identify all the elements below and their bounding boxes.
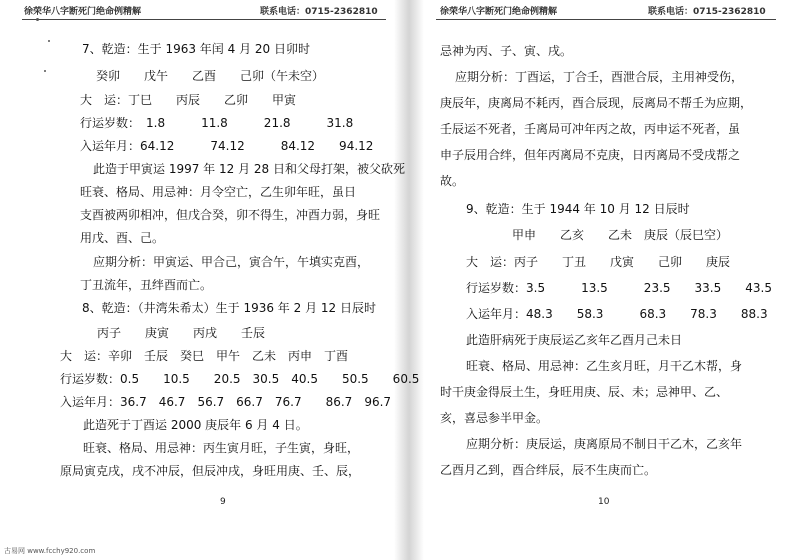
case-8-years: 入运年月：36.7 46.7 56.7 66.7 76.7 86.7 96.7 <box>60 395 392 409</box>
case-9-ages: 行运岁数：3.5 13.5 23.5 33.5 43.5 <box>466 281 772 295</box>
case-7-ages: 行运岁数： 1.8 11.8 21.8 31.8 <box>80 116 354 130</box>
case-8-strength-2: 原局寅克戌，戌不冲辰，但辰冲戌，身旺用庚、壬、辰， <box>60 464 361 478</box>
scan-speck <box>48 40 50 42</box>
case-9-years: 入运年月：48.3 58.3 68.3 78.3 88.3 <box>466 307 768 321</box>
book-gutter <box>394 0 424 560</box>
case-7-years: 入运年月：64.12 74.12 84.12 94.12 <box>80 139 374 153</box>
right-header-title: 徐荣华八字断死门绝命例精解 <box>440 7 558 17</box>
case-7-luck: 大 运：丁巳 丙辰 乙卯 甲寅 <box>80 93 297 107</box>
scan-speck <box>44 70 46 72</box>
footer-site: 古易网 www.fcchy920.com <box>4 547 96 555</box>
case-8-timing-5: 故。 <box>440 174 465 188</box>
case-7-timing-2: 丁丑流年，丑绊酉而亡。 <box>80 278 213 292</box>
case-9-timing-1: 应期分析：庚辰运，庚离原局不制日干乙木，乙亥年 <box>466 437 743 451</box>
case-9-strength-1: 旺衰、格局、用忌神：乙生亥月旺，月干乙木帮，身 <box>466 359 743 373</box>
left-header-rule <box>22 19 386 20</box>
case-7-heading: 7、乾造：生于 1963 年闰 4 月 20 日卯时 <box>82 42 310 56</box>
case-7-strength-2: 支酉被两卯相冲，但戊合癸，卯不得生，冲酉力弱，身旺 <box>80 208 381 222</box>
case-9-timing-2: 乙酉月乙到，酉合绊辰，辰不生庚而亡。 <box>440 463 657 477</box>
case-9-death: 此造肝病死于庚辰运乙亥年乙酉月己未日 <box>466 333 683 347</box>
case-8-pillars: 丙子 庚寅 丙戌 壬辰 <box>97 326 266 340</box>
case-8-taboo: 忌神为丙、子、寅、戌。 <box>440 44 573 58</box>
right-page-number: 10 <box>598 497 610 507</box>
case-8-death: 此造死于丁酉运 2000 庚辰年 6 月 4 日。 <box>83 418 308 432</box>
case-8-timing-2: 庚辰年，庚离局不耗丙，酉合辰现，辰离局不帮壬为应期， <box>440 96 753 110</box>
scan-speck <box>36 18 39 21</box>
case-8-timing-3: 壬辰运不死者，壬离局可冲年丙之故，丙申运不死者，虽 <box>440 122 741 136</box>
case-8-luck: 大 运：辛卯 壬辰 癸巳 甲午 乙未 丙申 丁酉 <box>60 349 349 363</box>
case-8-ages: 行运岁数：0.5 10.5 20.5 30.5 40.5 50.5 60.5 <box>60 372 420 386</box>
case-9-strength-3: 亥，喜忌参半甲金。 <box>440 411 549 425</box>
case-7-timing-1: 应期分析：甲寅运、甲合己，寅合午，午填实克酉， <box>93 255 370 269</box>
case-7-death: 此造于甲寅运 1997 年 12 月 28 日和父母打架，被父砍死 <box>93 162 405 176</box>
case-8-heading: 8、乾造：（井湾朱希太）生于 1936 年 2 月 12 日辰时 <box>82 301 376 315</box>
case-7-pillars: 癸卯 戊午 乙酉 己卯（午未空） <box>96 69 325 83</box>
left-header-phone: 联系电话：0715-2362810 <box>260 7 378 17</box>
case-7-strength-3: 用戊、酉、己。 <box>80 231 165 245</box>
case-8-strength-1: 旺衰、格局、用忌神：丙生寅月旺，子生寅，身旺， <box>83 441 360 455</box>
case-7-strength-1: 旺衰、格局、用忌神：月令空亡，乙生卯年旺，虽日 <box>80 185 357 199</box>
case-9-heading: 9、乾造：生于 1944 年 10 月 12 日辰时 <box>466 202 690 216</box>
case-9-strength-2: 时干庚金得辰土生，身旺用庚、辰、未；忌神甲、乙、 <box>440 385 729 399</box>
case-9-pillars: 甲申 乙亥 乙未 庚辰（辰巳空） <box>512 228 729 242</box>
left-page-number: 9 <box>220 497 226 507</box>
case-8-timing-1: 应期分析：丁酉运，丁合壬，酉泄合辰，主用神受伤， <box>455 70 744 84</box>
case-8-timing-4: 申子辰用合绊，但年丙离局不克庚，日丙离局不受戌帮之 <box>440 148 741 162</box>
case-9-luck: 大 运：丙子 丁丑 戊寅 己卯 庚辰 <box>466 255 731 269</box>
right-header-phone: 联系电话：0715-2362810 <box>648 7 766 17</box>
left-header-title: 徐荣华八字断死门绝命例精解 <box>24 7 142 17</box>
right-header-rule <box>436 19 776 20</box>
